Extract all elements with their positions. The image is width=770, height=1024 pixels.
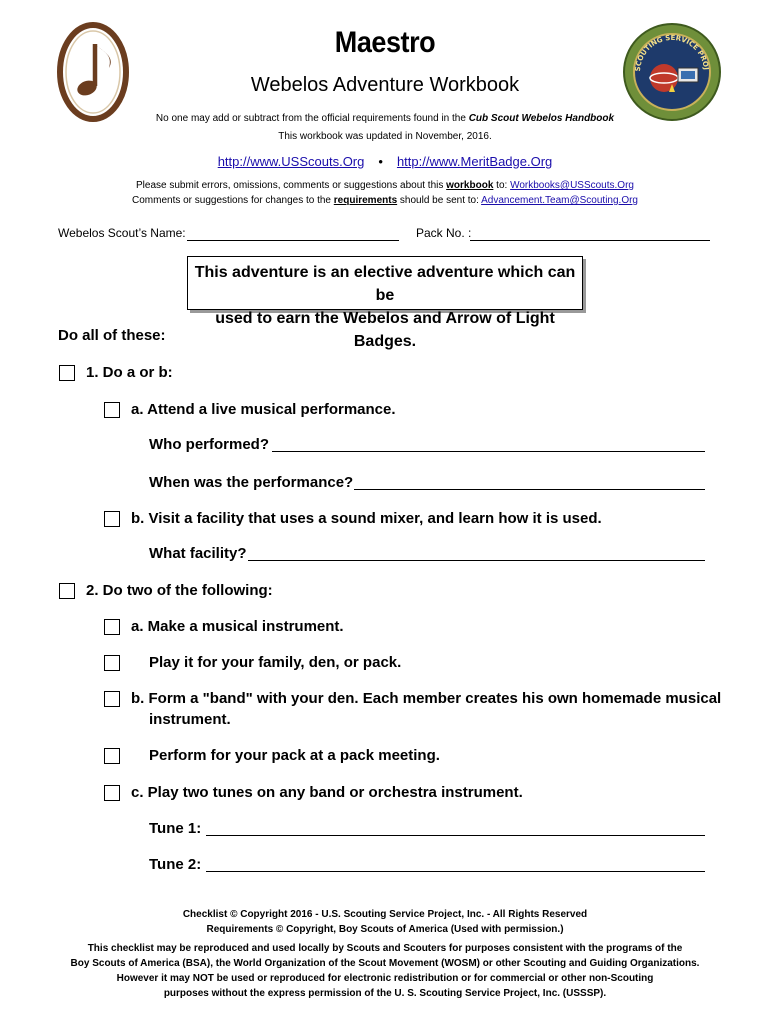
submit-requirements-line	[0, 195, 770, 206]
req-2-label: 2. Do two of the following:	[86, 582, 273, 599]
checkbox-req-2b[interactable]	[104, 691, 120, 707]
usage-line-2: Boy Scouts of America (BSA), the World Organization of the Scout Movement (WOSM) or other Scouting and Guiding Organizations.	[70, 958, 700, 969]
elective-line-1: This adventure is an elective adventure which can be	[194, 264, 576, 304]
pack-number-label: Pack No. :	[416, 226, 472, 240]
workbooks-email-link[interactable]: Workbooks@USScouts.Org	[510, 180, 634, 191]
requirements-word: requirements	[333, 195, 398, 206]
copyright-checklist: Checklist © Copyright 2016 - U.S. Scouting Service Project, Inc. - All Rights Reserved	[182, 909, 588, 920]
scout-name-label: Webelos Scout’s Name:	[58, 226, 186, 240]
page-subtitle: Webelos Adventure Workbook	[250, 74, 520, 96]
submit-to: to:	[493, 180, 511, 191]
advancement-email-link[interactable]: Advancement.Team@Scouting.Org	[481, 195, 638, 206]
checkbox-req-1b[interactable]	[104, 511, 120, 527]
workbook-word: workbook	[446, 180, 494, 191]
usage-line-4: purposes without the express permission of the U. S. Scouting Service Project, Inc. (USSSP).	[163, 988, 607, 999]
req-2b-label-cont: instrument.	[149, 711, 231, 728]
page-title: Maestro	[334, 26, 436, 59]
do-all-heading: Do all of these:	[58, 327, 166, 344]
copyright-requirements: Requirements © Copyright, Boy Scouts of America (Used with permission.)	[206, 924, 564, 935]
req-1b-label: b. Visit a facility that uses a sound mixer, and learn how it is used.	[131, 510, 602, 527]
elective-line-2: used to earn the Webelos and Arrow of Light Badges.	[215, 310, 555, 350]
req-2c-label: c. Play two tunes on any band or orchestra instrument.	[131, 784, 523, 801]
what-facility-label: What facility?	[149, 545, 247, 562]
checkbox-req-1[interactable]	[59, 365, 75, 381]
who-performed-field[interactable]	[272, 451, 705, 452]
checkbox-req-1a[interactable]	[104, 402, 120, 418]
req-1a-label: a. Attend a live musical performance.	[131, 401, 396, 418]
checkbox-req-2b-perform[interactable]	[104, 748, 120, 764]
pack-number-field[interactable]	[470, 240, 710, 241]
performance-date-field[interactable]	[354, 489, 705, 490]
comments-to: should be sent to:	[397, 195, 482, 206]
tune-1-field[interactable]	[206, 835, 705, 836]
req-2a-label: a. Make a musical instrument.	[131, 618, 344, 635]
usscouts-link[interactable]: http://www.USScouts.Org	[217, 154, 365, 169]
updated-notice: This workbook was updated in November, 2016.	[278, 131, 492, 142]
notice-text: No one may add or subtract from the official requirements found in the	[155, 113, 469, 124]
tune-2-label: Tune 2:	[149, 856, 202, 873]
who-performed-label: Who performed?	[149, 436, 269, 453]
website-links	[0, 154, 770, 169]
scout-name-field[interactable]	[187, 240, 399, 241]
what-facility-field[interactable]	[248, 560, 705, 561]
elective-notice-box	[187, 256, 583, 350]
submit-workbook-line	[0, 180, 770, 191]
req-1-label: 1. Do a or b:	[86, 364, 173, 381]
checkbox-req-2[interactable]	[59, 583, 75, 599]
performance-date-label: When was the performance?	[149, 474, 354, 491]
req-2a-play-label: Play it for your family, den, or pack.	[149, 654, 402, 671]
checkbox-req-2a[interactable]	[104, 619, 120, 635]
comments-text: Comments or suggestions for changes to the	[132, 195, 334, 206]
usage-line-1: This checklist may be reproduced and used locally by Scouts and Scouters for purposes consistent with the programs of the	[87, 943, 683, 954]
meritbadge-link[interactable]: http://www.MeritBadge.Org	[396, 154, 553, 169]
submit-text: Please submit errors, omissions, comments or suggestions about this	[136, 180, 447, 191]
handbook-title: Cub Scout Webelos Handbook	[468, 113, 615, 124]
requirements-notice	[0, 113, 770, 124]
tune-2-field[interactable]	[206, 871, 705, 872]
req-2b-label: b. Form a "band" with your den. Each member creates his own homemade musical	[131, 690, 722, 707]
checkbox-req-2c[interactable]	[104, 785, 120, 801]
tune-1-label: Tune 1:	[149, 820, 202, 837]
link-separator: •	[378, 154, 383, 169]
checkbox-req-2a-play[interactable]	[104, 655, 120, 671]
svg-text:US SCOUTING SERVICE PROJECT: SCOUTING SERVICE PROJ	[633, 33, 710, 72]
usage-line-3: However it may NOT be used or reproduced for electronic redistribution or for commercial or other non-Scouting	[116, 973, 654, 984]
req-2b-perform-label: Perform for your pack at a pack meeting.	[149, 747, 440, 764]
